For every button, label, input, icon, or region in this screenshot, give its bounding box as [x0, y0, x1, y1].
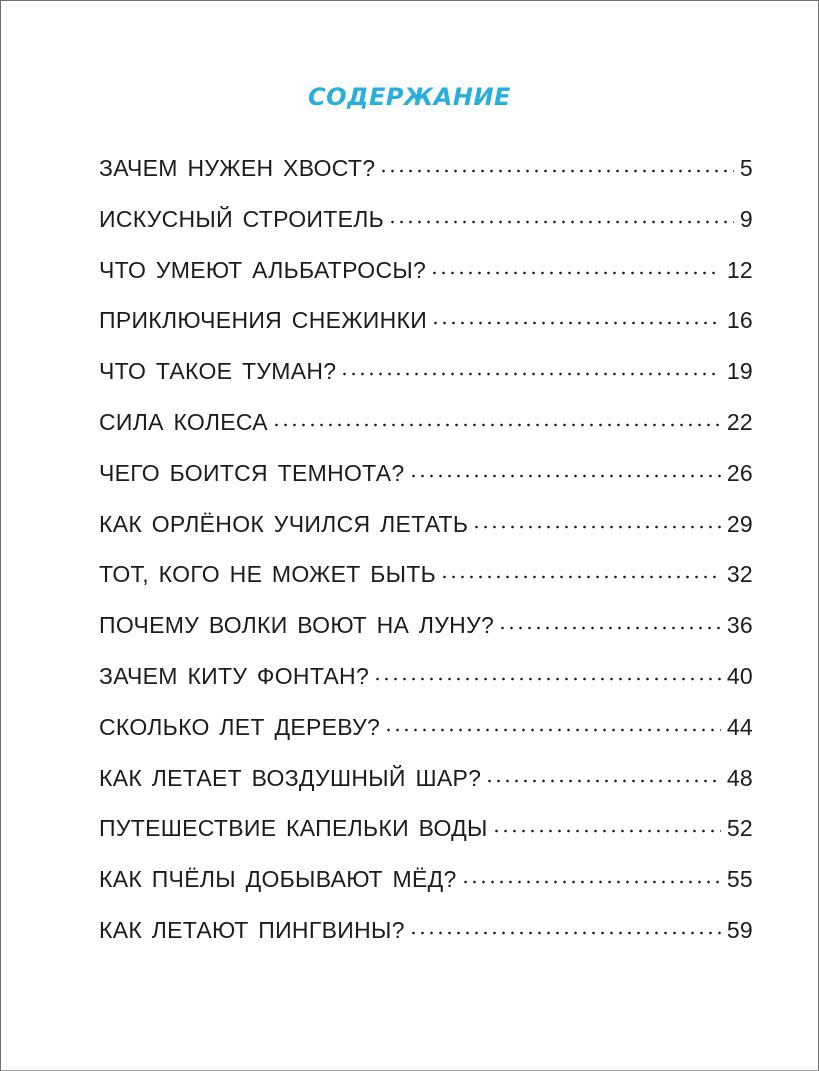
toc-entry-title: КАК ПЧЁЛЫ ДОБЫВАЮТ МЁД? — [99, 866, 457, 893]
page-title: СОДЕРЖАНИЕ — [308, 83, 511, 111]
toc-entry-page: 29 — [726, 510, 753, 537]
toc-entry[interactable] — [99, 155, 753, 206]
table-of-contents — [99, 155, 753, 968]
toc-entry[interactable] — [99, 460, 753, 511]
toc-entry-title: ПОЧЕМУ ВОЛКИ ВОЮТ НА ЛУНУ? — [99, 612, 495, 639]
toc-entry[interactable] — [99, 866, 753, 917]
dot-leader — [384, 728, 721, 732]
toc-entry[interactable] — [99, 561, 753, 612]
toc-entry[interactable] — [99, 409, 753, 460]
toc-entry-title: ТОТ, КОГО НЕ МОЖЕТ БЫТЬ — [99, 561, 437, 588]
toc-entry-page: 22 — [726, 408, 753, 435]
dot-leader — [272, 423, 721, 427]
dot-leader — [431, 321, 721, 325]
toc-entry-title: КАК ЛЕТАЮТ ПИНГВИНЫ? — [99, 916, 405, 943]
dot-leader — [340, 372, 720, 376]
toc-entry-title: ПРИКЛЮЧЕНИЯ СНЕЖИНКИ — [99, 307, 428, 334]
dot-leader — [430, 271, 721, 275]
toc-entry-title: КАК ЛЕТАЕТ ВОЗДУШНЫЙ ШАР? — [99, 764, 482, 791]
toc-entry-title: СКОЛЬКО ЛЕТ ДЕРЕВУ? — [99, 713, 381, 740]
toc-entry[interactable] — [99, 307, 753, 358]
dot-leader — [492, 829, 721, 833]
dot-leader — [409, 931, 721, 935]
toc-entry[interactable] — [99, 714, 753, 765]
toc-entry[interactable] — [99, 206, 753, 257]
dot-leader — [409, 474, 721, 478]
toc-entry-page: 26 — [726, 459, 753, 486]
toc-entry-title: ЗАЧЕМ НУЖЕН ХВОСТ? — [99, 155, 376, 181]
toc-entry[interactable] — [99, 358, 753, 409]
toc-entry-page: 12 — [726, 256, 753, 283]
toc-entry-page: 55 — [726, 866, 753, 893]
toc-entry[interactable] — [99, 663, 753, 714]
toc-entry-page: 59 — [726, 916, 753, 943]
toc-entry-page: 19 — [726, 358, 753, 385]
toc-entry-page: 52 — [726, 815, 753, 842]
toc-entry-title: КАК ОРЛЁНОК УЧИЛСЯ ЛЕТАТЬ — [99, 510, 469, 537]
toc-entry-title: ЧТО УМЕЮТ АЛЬБАТРОСЫ? — [99, 256, 427, 283]
toc-entry-page: 36 — [726, 612, 753, 639]
toc-entry-page: 16 — [726, 307, 753, 334]
dot-leader — [472, 525, 721, 529]
toc-entry[interactable] — [99, 765, 753, 816]
toc-entry-page: 40 — [726, 662, 753, 689]
toc-entry[interactable] — [99, 917, 753, 968]
toc-entry-page: 5 — [739, 155, 753, 181]
dot-leader — [461, 880, 721, 884]
toc-entry-title: ИСКУСНЫЙ СТРОИТЕЛЬ — [99, 205, 385, 232]
toc-entry-title: ПУТЕШЕСТВИЕ КАПЕЛЬКИ ВОДЫ — [99, 815, 488, 842]
dot-leader — [440, 575, 721, 579]
toc-entry[interactable] — [99, 511, 753, 562]
toc-entry[interactable] — [99, 257, 753, 308]
toc-entry[interactable] — [99, 815, 753, 866]
toc-entry-title: ЗАЧЕМ КИТУ ФОНТАН? — [99, 662, 370, 689]
toc-entry-page: 32 — [726, 561, 753, 588]
dot-leader — [379, 169, 734, 173]
dot-leader — [373, 677, 721, 681]
toc-entry-title: СИЛА КОЛЕСА — [99, 408, 268, 435]
toc-entry-page: 48 — [726, 764, 753, 791]
dot-leader — [498, 626, 721, 630]
dot-leader — [485, 779, 721, 783]
toc-entry-title: ЧТО ТАКОЕ ТУМАН? — [99, 358, 337, 385]
toc-entry-page: 44 — [726, 713, 753, 740]
dot-leader — [388, 220, 734, 224]
toc-entry-title: ЧЕГО БОИТСЯ ТЕМНОТА? — [99, 459, 405, 486]
toc-entry[interactable] — [99, 612, 753, 663]
toc-entry-page: 9 — [739, 205, 753, 232]
